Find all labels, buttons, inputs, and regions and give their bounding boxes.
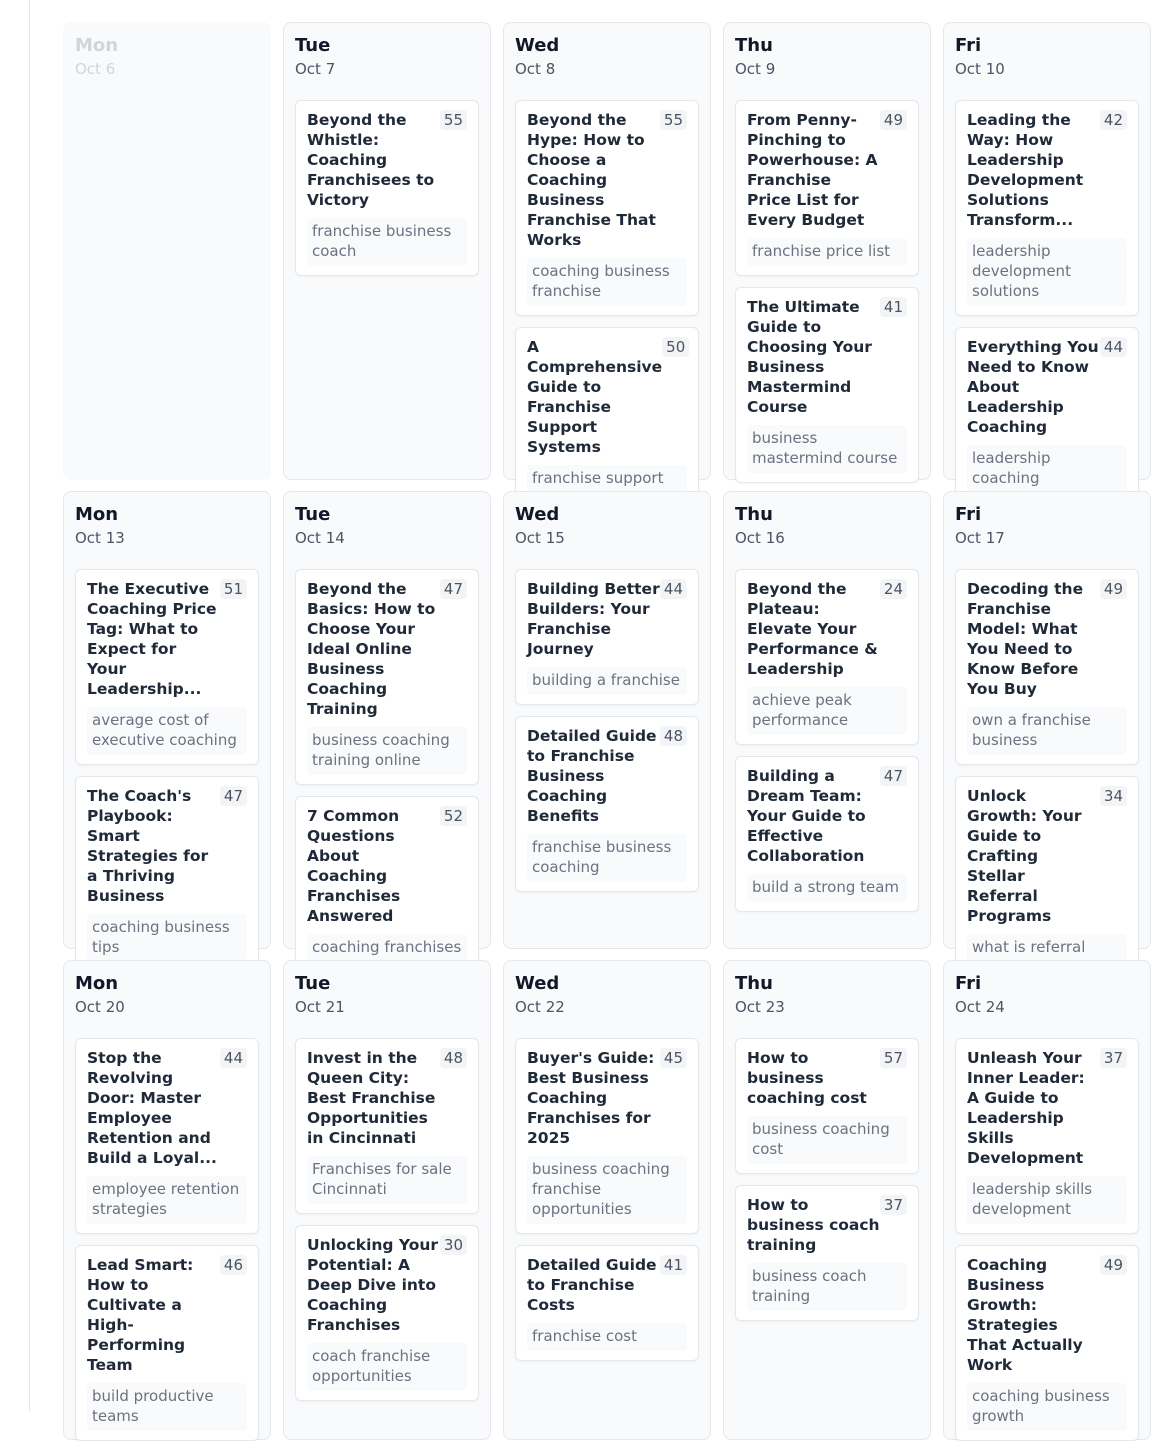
post-title: Beyond the Basics: How to Choose Your Ideal Online Business Coaching Training	[307, 580, 436, 718]
post-score-badge: 49	[1100, 579, 1127, 599]
left-divider	[29, 0, 30, 1412]
post-keyword: franchise support	[527, 465, 687, 513]
post-card[interactable]	[515, 100, 699, 316]
day-column	[503, 491, 711, 949]
day-date: Oct 20	[75, 998, 125, 1016]
post-score-badge: 47	[220, 786, 247, 806]
day-column	[63, 960, 271, 1440]
post-keyword: achieve peak performance	[747, 687, 907, 735]
post-score-badge: 24	[880, 579, 907, 599]
post-title: Beyond the Whistle: Coaching Franchisees to Victory	[307, 111, 435, 209]
day-name: Fri	[955, 504, 982, 525]
post-keyword: business coach training	[747, 1263, 907, 1311]
post-score-badge: 57	[880, 1048, 907, 1068]
post-card-header	[747, 110, 907, 230]
post-card[interactable]	[295, 569, 479, 785]
post-card[interactable]	[735, 569, 919, 745]
post-title: Stop the Revolving Door: Master Employee Retention and Build a Loyal...	[87, 1049, 217, 1167]
post-card-header	[527, 1255, 687, 1315]
post-card[interactable]	[735, 756, 919, 912]
post-title: Everything You Need to Know About Leadership Coaching	[967, 338, 1099, 436]
day-name: Tue	[295, 504, 331, 525]
day-date: Oct 8	[515, 60, 556, 78]
day-name: Mon	[75, 35, 119, 56]
post-keyword: average cost of executive coaching	[87, 707, 247, 755]
post-keyword: coaching business franchise	[527, 258, 687, 306]
post-title: How to business coaching cost	[747, 1049, 867, 1107]
post-keyword: coaching franchises	[307, 934, 467, 962]
post-card-header	[967, 110, 1127, 230]
day-name: Wed	[515, 35, 560, 56]
post-card-header	[527, 579, 687, 659]
day-date: Oct 7	[295, 60, 336, 78]
post-card-header	[747, 1195, 907, 1255]
post-title: Decoding the Franchise Model: What You Need to Know Before You Buy	[967, 580, 1084, 698]
post-score-badge: 51	[220, 579, 247, 599]
post-card[interactable]	[75, 1245, 259, 1441]
post-card-header	[967, 1048, 1127, 1168]
post-title: The Coach's Playbook: Smart Strategies for a Thriving Business	[87, 787, 209, 905]
post-title: Detailed Guide to Franchise Business Coaching Benefits	[527, 727, 657, 825]
post-title: Building a Dream Team: Your Guide to Effective Collaboration	[747, 767, 866, 865]
post-title: From Penny-Pinching to Powerhouse: A Franchise Price List for Every Budget	[747, 111, 878, 229]
day-date: Oct 14	[295, 529, 345, 547]
day-column	[943, 960, 1151, 1440]
day-column	[283, 22, 491, 480]
post-card[interactable]	[955, 569, 1139, 765]
post-score-badge: 52	[440, 806, 467, 826]
post-score-badge: 48	[660, 726, 687, 746]
post-keyword: business coaching cost	[747, 1116, 907, 1164]
post-keyword: coaching business growth	[967, 1383, 1127, 1431]
post-card[interactable]	[955, 1038, 1139, 1234]
post-title: The Ultimate Guide to Choosing Your Business Mastermind Course	[747, 298, 872, 416]
post-card-header	[747, 1048, 907, 1108]
day-column	[943, 22, 1151, 487]
post-card[interactable]	[295, 1225, 479, 1401]
post-keyword: leadership coaching	[967, 445, 1127, 493]
post-title: Leading the Way: How Leadership Development Solutions Transform...	[967, 111, 1084, 229]
post-score-badge: 42	[1100, 110, 1127, 130]
post-title: Lead Smart: How to Cultivate a High-Performing Team	[87, 1256, 194, 1374]
day-column	[723, 960, 931, 1440]
post-title: 7 Common Questions About Coaching Franchises Answered	[307, 807, 401, 925]
post-title: Unleash Your Inner Leader: A Guide to Leadership Skills Development	[967, 1049, 1085, 1167]
week-row	[63, 22, 1151, 487]
post-card[interactable]	[515, 1038, 699, 1234]
day-date: Oct 21	[295, 998, 345, 1016]
post-score-badge: 55	[440, 110, 467, 130]
post-keyword: franchise cost	[527, 1323, 687, 1351]
day-name: Fri	[955, 35, 982, 56]
post-score-badge: 41	[660, 1255, 687, 1275]
post-title: Beyond the Hype: How to Choose a Coaching Business Franchise That Works	[527, 111, 656, 249]
post-keyword: building a franchise	[527, 667, 687, 695]
day-date: Oct 16	[735, 529, 785, 547]
post-card-header	[307, 1048, 467, 1148]
post-keyword: Franchises for sale Cincinnati	[307, 1156, 467, 1204]
post-card-header	[747, 766, 907, 866]
post-card-header	[87, 1048, 247, 1168]
post-score-badge: 48	[440, 1048, 467, 1068]
post-keyword: business coaching franchise opportunities	[527, 1156, 687, 1224]
day-date: Oct 10	[955, 60, 1005, 78]
post-card[interactable]	[75, 569, 259, 765]
post-keyword: business mastermind course	[747, 425, 907, 473]
post-card[interactable]	[75, 776, 259, 972]
post-title: Invest in the Queen City: Best Franchise Opportunities in Cincinnati	[307, 1049, 436, 1147]
day-name: Wed	[515, 504, 560, 525]
post-title: The Executive Coaching Price Tag: What to Expect for Your Leadership...	[87, 580, 217, 698]
post-keyword: build productive teams	[87, 1383, 247, 1431]
post-card-header	[307, 1235, 467, 1335]
post-score-badge: 37	[880, 1195, 907, 1215]
day-column	[723, 22, 931, 480]
post-title: Unlocking Your Potential: A Deep Dive into Coaching Franchises	[307, 1236, 439, 1334]
day-name: Thu	[735, 973, 773, 994]
post-card-header	[527, 1048, 687, 1148]
post-card-header	[967, 579, 1127, 699]
post-score-badge: 49	[880, 110, 907, 130]
day-name: Wed	[515, 973, 560, 994]
post-card-header	[87, 1255, 247, 1375]
post-card[interactable]	[955, 1245, 1139, 1441]
day-date: Oct 22	[515, 998, 565, 1016]
post-title: Coaching Business Growth: Strategies That Actually Work	[967, 1256, 1083, 1374]
post-card[interactable]	[955, 327, 1139, 503]
post-card[interactable]	[75, 1038, 259, 1234]
post-card-header	[307, 806, 467, 926]
post-card-header	[87, 579, 247, 699]
post-card[interactable]	[735, 100, 919, 276]
post-card[interactable]	[735, 287, 919, 483]
post-title: Building Better Builders: Your Franchise Journey	[527, 580, 660, 658]
post-score-badge: 30	[440, 1235, 467, 1255]
post-score-badge: 49	[1100, 1255, 1127, 1275]
post-card[interactable]	[515, 1245, 699, 1361]
day-name: Tue	[295, 35, 331, 56]
day-date: Oct 17	[955, 529, 1005, 547]
day-column	[943, 491, 1151, 956]
post-card[interactable]	[295, 100, 479, 276]
post-score-badge: 34	[1100, 786, 1127, 806]
post-score-badge: 44	[1100, 337, 1127, 357]
post-keyword: build a strong team	[747, 874, 907, 902]
day-column	[283, 960, 491, 1440]
post-keyword: employee retention strategies	[87, 1176, 247, 1224]
post-card[interactable]	[735, 1038, 919, 1174]
post-title: How to business coach training	[747, 1196, 880, 1254]
day-column	[503, 960, 711, 1440]
post-score-badge: 46	[220, 1255, 247, 1275]
post-card[interactable]	[515, 716, 699, 892]
day-name: Mon	[75, 973, 119, 994]
post-title: Detailed Guide to Franchise Costs	[527, 1256, 657, 1314]
day-date: Oct 6	[75, 60, 116, 78]
day-column	[283, 491, 491, 956]
day-date: Oct 9	[735, 60, 776, 78]
post-title: Beyond the Plateau: Elevate Your Performance & Leadership	[747, 580, 878, 678]
post-score-badge: 37	[1100, 1048, 1127, 1068]
post-keyword: franchise price list	[747, 238, 907, 266]
post-title: A Comprehensive Guide to Franchise Support Systems	[527, 338, 663, 456]
post-score-badge: 41	[880, 297, 907, 317]
post-score-badge: 47	[440, 579, 467, 599]
post-keyword: own a franchise business	[967, 707, 1127, 755]
post-card-header	[747, 579, 907, 679]
post-card[interactable]	[295, 796, 479, 972]
post-card-header	[967, 1255, 1127, 1375]
day-column	[503, 22, 711, 487]
day-name: Fri	[955, 973, 982, 994]
post-score-badge: 45	[660, 1048, 687, 1068]
day-name: Tue	[295, 973, 331, 994]
post-card-header	[307, 110, 467, 210]
post-card-header	[967, 786, 1127, 926]
post-card-header	[527, 726, 687, 826]
post-keyword: franchise business coach	[307, 218, 467, 266]
post-card-header	[527, 337, 687, 457]
day-date: Oct 15	[515, 529, 565, 547]
post-score-badge: 44	[660, 579, 687, 599]
post-keyword: business coaching training online	[307, 727, 467, 775]
day-date: Oct 24	[955, 998, 1005, 1016]
day-name: Mon	[75, 504, 119, 525]
day-column	[63, 491, 271, 956]
post-keyword: coaching business tips	[87, 914, 247, 962]
post-keyword: leadership skills development	[967, 1176, 1127, 1224]
post-card-header	[527, 110, 687, 250]
post-card[interactable]	[515, 569, 699, 705]
post-keyword: what is referral	[967, 934, 1127, 982]
day-column	[723, 491, 931, 949]
day-date: Oct 23	[735, 998, 785, 1016]
day-column	[63, 22, 271, 480]
day-name: Thu	[735, 35, 773, 56]
post-keyword: coach franchise opportunities	[307, 1343, 467, 1391]
day-name: Thu	[735, 504, 773, 525]
post-title: Buyer's Guide: Best Business Coaching Franchises for 2025	[527, 1049, 655, 1147]
post-card[interactable]	[955, 100, 1139, 316]
post-score-badge: 44	[220, 1048, 247, 1068]
week-row	[63, 491, 1151, 956]
week-row	[63, 960, 1151, 1440]
post-card-header	[307, 579, 467, 719]
day-date: Oct 13	[75, 529, 125, 547]
post-title: Unlock Growth: Your Guide to Crafting Stellar Referral Programs	[967, 787, 1082, 925]
post-card[interactable]	[735, 1185, 919, 1321]
post-card[interactable]	[295, 1038, 479, 1214]
post-keyword: leadership development solutions	[967, 238, 1127, 306]
post-card-header	[967, 337, 1127, 437]
post-card-header	[87, 786, 247, 906]
post-keyword: franchise business coaching	[527, 834, 687, 882]
post-score-badge: 55	[660, 110, 687, 130]
post-card-header	[747, 297, 907, 417]
post-score-badge: 47	[880, 766, 907, 786]
post-score-badge: 50	[662, 337, 689, 357]
